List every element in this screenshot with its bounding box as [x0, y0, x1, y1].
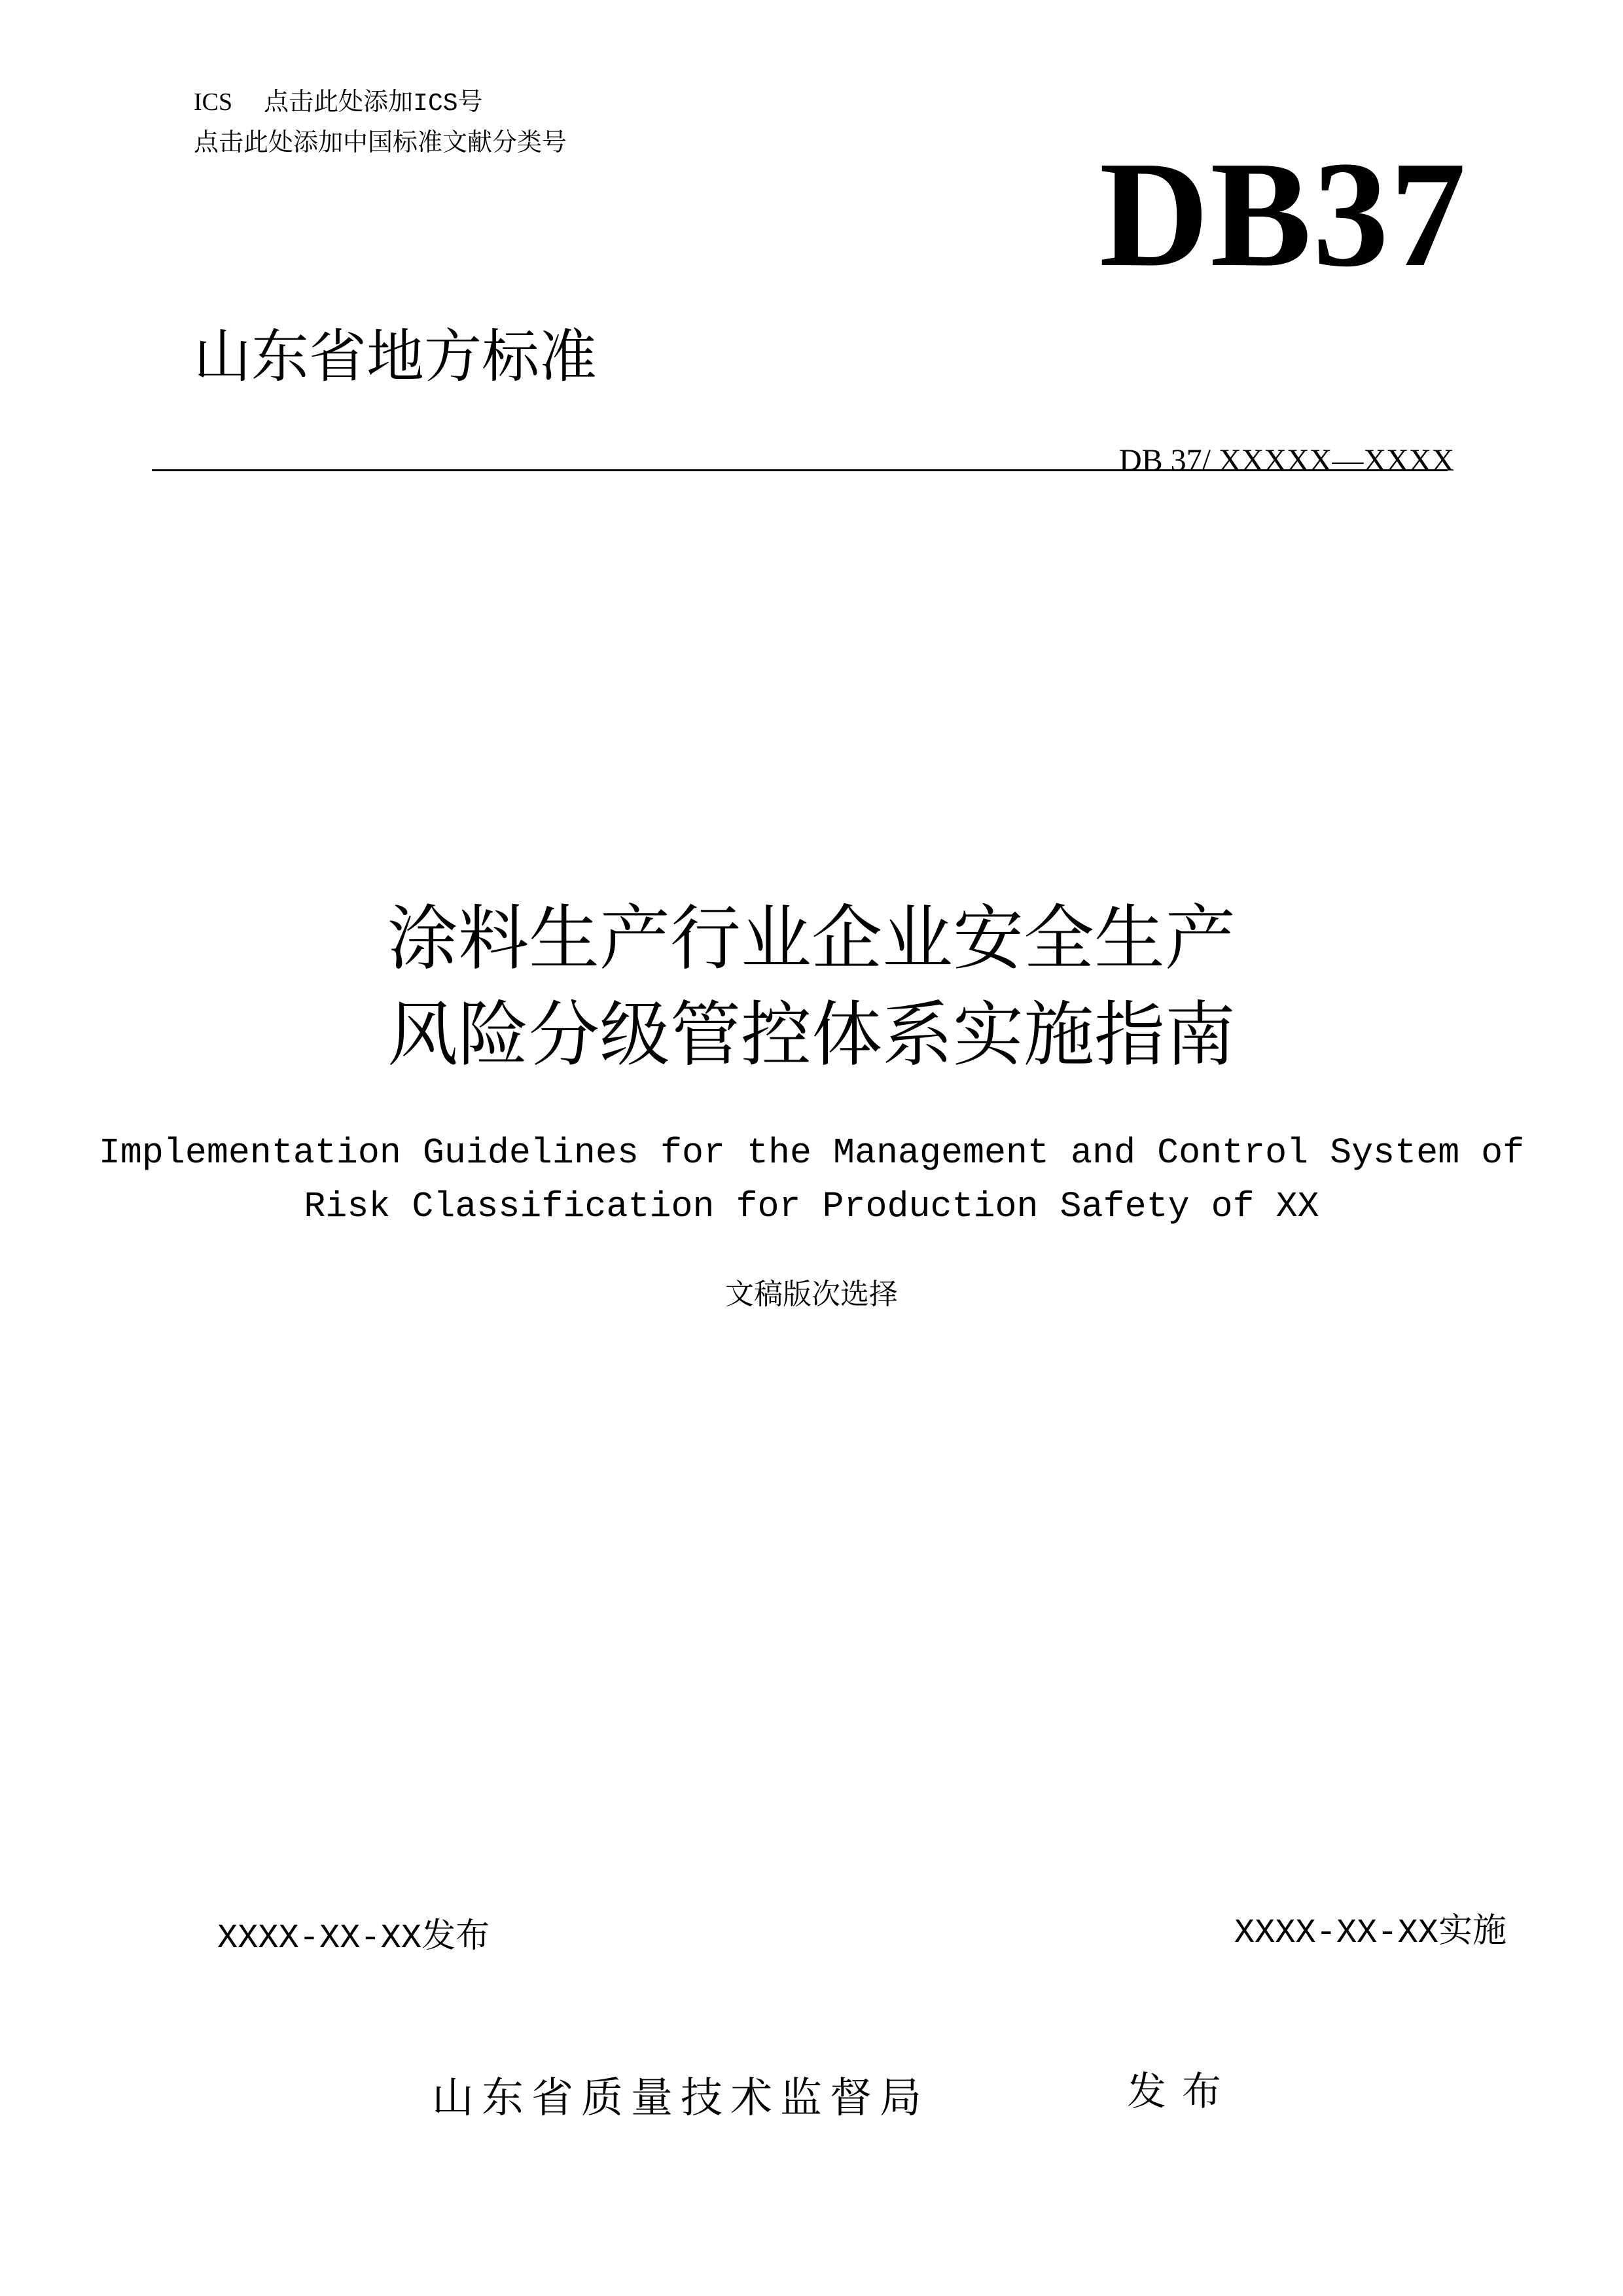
release-date-label: 发布	[421, 1916, 490, 1956]
effective-date	[1234, 1910, 1507, 1954]
en-title-line-1: Implementation Guidelines for the Management and Control System of	[98, 1132, 1525, 1174]
ics-placeholder[interactable]: 点击此处添加	[264, 87, 414, 116]
ics-suffix-code: ICS	[413, 90, 458, 118]
publish-label: 发布	[1127, 2069, 1237, 2115]
effective-date-label: 实施	[1438, 1911, 1507, 1950]
ics-label: ICS	[194, 88, 233, 116]
ics-suffix: 号	[457, 87, 483, 116]
zh-title-line-2: 风险分级管控体系实施指南	[387, 994, 1236, 1076]
standard-number[interactable]: DB 37/ XXXXX—XXXX	[1119, 443, 1454, 478]
publisher: 山东省质量技术监督局	[432, 2074, 929, 2123]
en-title-line-2: Risk Classification for Production Safety of XX	[304, 1186, 1319, 1227]
ics-line	[194, 85, 483, 120]
ccs-placeholder[interactable]: 点击此处添加中国标准文献分类号	[194, 128, 567, 156]
release-date-value[interactable]: XXXX-XX-XX	[217, 1919, 422, 1958]
zh-title-line-1: 涂料生产行业企业安全生产	[387, 898, 1236, 980]
draft-version-select[interactable]: 文稿版次选择	[725, 1278, 898, 1311]
db-code: DB37	[1099, 130, 1467, 298]
release-date	[217, 1915, 490, 1960]
effective-date-value[interactable]: XXXX-XX-XX	[1234, 1914, 1438, 1952]
standard-type: 山东省地方标准	[194, 323, 597, 390]
